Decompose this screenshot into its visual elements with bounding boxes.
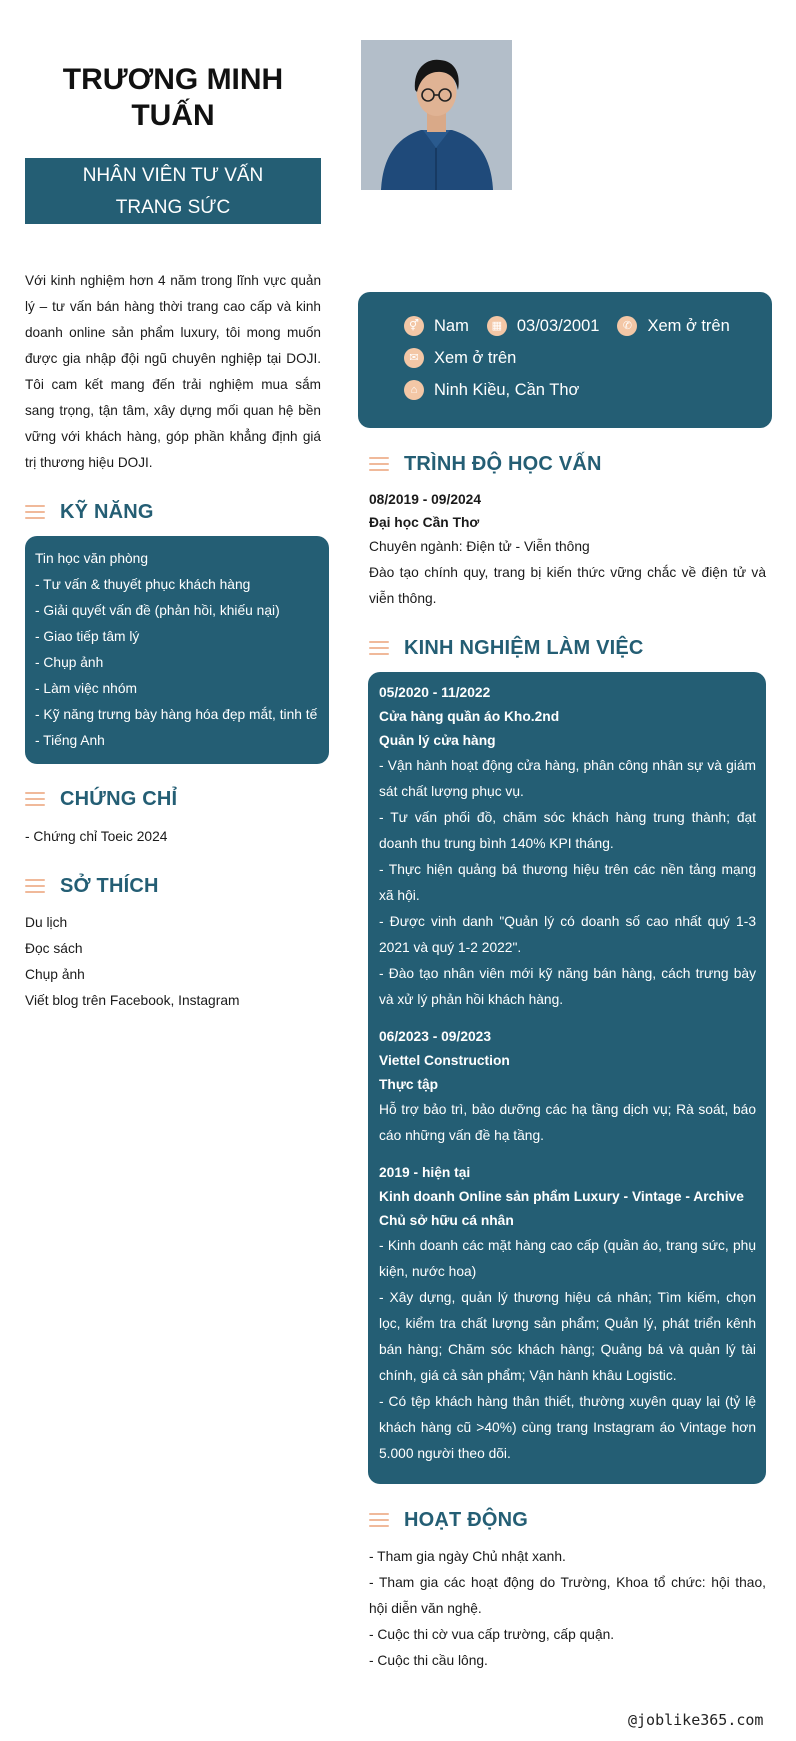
phone-value: Xem ở trên <box>647 316 730 335</box>
menu-lines-icon <box>25 879 45 893</box>
job-entry <box>379 681 756 1013</box>
job-title-line-2: TRANG SỨC <box>115 197 231 218</box>
contact-address <box>404 380 579 400</box>
menu-lines-icon <box>25 792 45 806</box>
education-school: Đại học Cần Thơ <box>369 515 480 530</box>
education-entry <box>369 488 766 612</box>
activities-heading <box>369 1505 528 1535</box>
hobbies-heading <box>25 871 159 901</box>
job-entry <box>379 1025 756 1149</box>
menu-lines-icon <box>369 1513 389 1527</box>
education-period: 08/2019 - 09/2024 <box>369 492 482 507</box>
contact-gender <box>404 316 469 336</box>
hobbies-list <box>25 910 325 1014</box>
job-company: Cửa hàng quần áo Kho.2nd <box>379 709 560 724</box>
contact-email <box>404 348 516 368</box>
profile-summary: Với kinh nghiệm hơn 4 năm trong lĩnh vực quản lý – tư vấn bán hàng thời trang cao cấp và kinh doanh online sản phẩm luxury, tôi mong muốn được gia nhập đội ngũ chuyên nghiệp tại DOJI. Tôi cam kết mang đến trải nghiệm mua sắm sang trọng, tận tâm, xây dựng mối quan hệ bền vững với khách hàng, góp phần khẳng định giá trị thương hiệu DOJI. <box>25 273 321 470</box>
menu-lines-icon <box>369 641 389 655</box>
skill-item: - Kỹ năng trưng bày hàng hóa đẹp mắt, tinh tế <box>35 707 318 722</box>
contact-row <box>404 310 772 342</box>
job-detail: - Kinh doanh các mặt hàng cao cấp (quần áo, trang sức, phụ kiện, nước hoa) <box>379 1238 756 1279</box>
contact-birthday <box>487 316 600 336</box>
birthday-value: 03/03/2001 <box>516 316 600 335</box>
hobby-item: Chụp ảnh <box>25 967 85 982</box>
calendar-icon: ▦ <box>487 316 507 336</box>
activity-item: - Cuộc thi cờ vua cấp trường, cấp quận. <box>369 1627 615 1642</box>
experience-panel <box>368 672 766 1484</box>
activity-item: - Cuộc thi cầu lông. <box>369 1653 488 1668</box>
job-title-banner <box>25 158 321 224</box>
job-detail: Hỗ trợ bảo trì, bảo dưỡng các hạ tầng dịch vụ; Rà soát, báo cáo những vấn đề hạ tầng. <box>379 1102 756 1143</box>
address-value: Ninh Kiều, Cần Thơ <box>434 380 580 399</box>
home-icon: ⌂ <box>404 380 424 400</box>
profile-photo <box>361 40 512 190</box>
job-period: 05/2020 - 11/2022 <box>379 685 491 700</box>
contact-phone <box>617 316 729 336</box>
hobby-item: Du lịch <box>25 915 68 930</box>
job-detail: - Có tệp khách hàng thân thiết, thường xuyên quay lại (tỷ lệ khách hàng cũ >40%) cùng trang Instagram áo Vintage hơn 5.000 người theo dõi. <box>379 1394 756 1461</box>
certificates-heading-text: CHỨNG CHỈ <box>60 787 178 810</box>
job-detail: - Vận hành hoạt động cửa hàng, phân công nhân sự và giám sát chất lượng phục vụ. <box>379 758 756 799</box>
skill-item: - Làm việc nhóm <box>35 681 137 696</box>
hobby-item: Viết blog trên Facebook, Instagram <box>25 993 240 1008</box>
portrait-illustration <box>361 40 512 190</box>
job-detail: - Tư vấn phối đồ, chăm sóc khách hàng trung thành; đạt doanh thu trung bình 140% KPI tháng. <box>379 810 756 851</box>
experience-heading-text: KINH NGHIỆM LÀM VIỆC <box>404 636 644 659</box>
experience-heading <box>369 633 644 663</box>
job-detail: - Xây dựng, quản lý thương hiệu cá nhân; Tìm kiếm, chọn lọc, kiểm tra chất lượng sản phẩm; Quản lý, phát triển kênh bán hàng; Chăm sóc khách hàng; Quảng bá và quản lý tài chính, giá cả sản phẩm; Vận hành khâu Logistic. <box>379 1290 756 1383</box>
job-period: 06/2023 - 09/2023 <box>379 1029 492 1044</box>
phone-icon: ✆ <box>617 316 637 336</box>
job-detail: - Thực hiện quảng bá thương hiệu trên các nền tảng mạng xã hội. <box>379 862 756 903</box>
skill-item: - Giao tiếp tâm lý <box>35 629 140 644</box>
skills-heading-text: KỸ NĂNG <box>60 500 154 523</box>
hobby-item: Đọc sách <box>25 941 83 956</box>
job-role: Quản lý cửa hàng <box>379 733 496 748</box>
education-heading <box>369 449 602 479</box>
skills-heading <box>25 497 154 527</box>
activity-item: - Tham gia ngày Chủ nhật xanh. <box>369 1549 566 1564</box>
certificates-list <box>25 824 325 850</box>
job-role: Chủ sở hữu cá nhân <box>379 1213 514 1228</box>
menu-lines-icon <box>369 457 389 471</box>
education-major: Chuyên ngành: Điện tử - Viễn thông <box>369 539 590 554</box>
menu-lines-icon <box>25 505 45 519</box>
gender-value: Nam <box>434 316 469 335</box>
job-role: Thực tập <box>379 1077 439 1092</box>
hobbies-heading-text: SỞ THÍCH <box>60 874 159 897</box>
job-detail: - Đào tạo nhân viên mới kỹ năng bán hàng, cách trưng bày và xử lý phản hồi khách hàng. <box>379 966 756 1007</box>
email-icon: ✉ <box>404 348 424 368</box>
skills-panel <box>25 536 329 764</box>
certificates-heading <box>25 784 177 814</box>
job-title-line-1: NHÂN VIÊN TƯ VẤN <box>82 165 264 186</box>
job-entry <box>379 1161 756 1467</box>
job-period: 2019 - hiện tại <box>379 1165 471 1180</box>
activity-item: - Tham gia các hoạt động do Trường, Khoa tổ chức: hội thao, hội diễn văn nghệ. <box>369 1575 766 1616</box>
skill-item: - Tư vấn & thuyết phục khách hàng <box>35 577 251 592</box>
site-watermark: @joblike365.com <box>628 1711 764 1729</box>
skill-item: Tin học văn phòng <box>35 551 149 566</box>
job-detail: - Được vinh danh "Quản lý có doanh số cao nhất quý 1-3 2021 và quý 1-2 2022". <box>379 914 756 955</box>
skill-item: - Tiếng Anh <box>35 733 105 748</box>
activities-heading-text: HOẠT ĐỘNG <box>404 1508 529 1531</box>
contact-panel <box>358 292 772 428</box>
education-description: Đào tạo chính quy, trang bị kiến thức vững chắc về điện tử và viễn thông. <box>369 565 766 606</box>
education-heading-text: TRÌNH ĐỘ HỌC VẤN <box>404 452 602 475</box>
activities-list <box>369 1544 766 1674</box>
candidate-name: TRƯƠNG MINH TUẤN <box>62 63 284 132</box>
gender-icon: ⚥ <box>404 316 424 336</box>
job-company: Kinh doanh Online sản phẩm Luxury - Vintage - Archive <box>379 1189 744 1204</box>
job-company: Viettel Construction <box>379 1053 510 1068</box>
email-value: Xem ở trên <box>434 348 517 367</box>
skill-item: - Chụp ảnh <box>35 655 104 670</box>
contact-row <box>404 374 772 406</box>
certificate-item: - Chứng chỉ Toeic 2024 <box>25 829 168 844</box>
skill-item: - Giải quyết vấn đề (phản hồi, khiếu nại) <box>35 603 280 618</box>
contact-row <box>404 342 772 374</box>
